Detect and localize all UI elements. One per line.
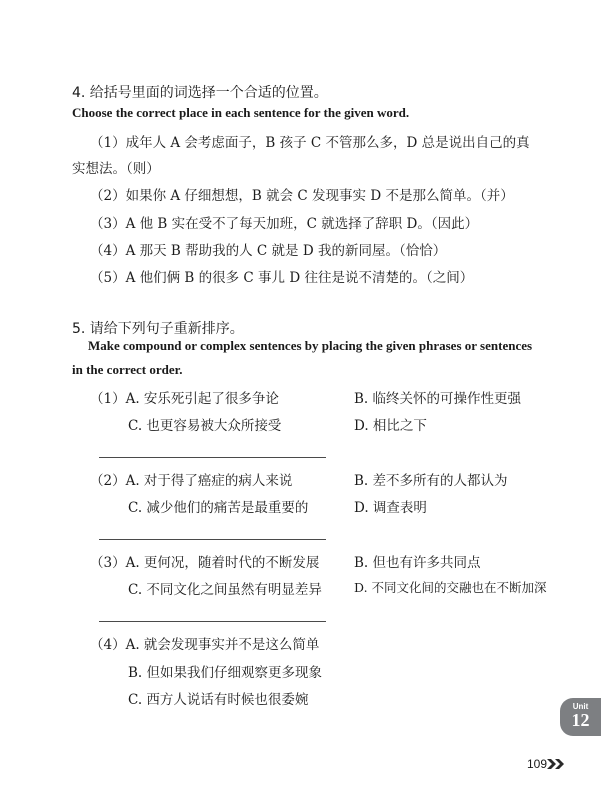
group-1-option-d: D. 相比之下 xyxy=(354,418,427,434)
section-5-instruction xyxy=(72,332,562,359)
group-1-option-a: （1）A. 安乐死引起了很多争论 xyxy=(90,391,279,407)
section-4-item-1-continued: 实想法。（则） xyxy=(72,161,160,177)
group-3-option-a: （3）A. 更何况，随着时代的不断发展 xyxy=(90,555,320,571)
section-5-instruction-line-2: in the correct order. xyxy=(72,362,183,377)
group-4-option-c: C. 西方人说话有时候也很委婉 xyxy=(128,692,309,708)
group-3-option-b: B. 但也有许多共同点 xyxy=(354,555,481,571)
section-5-instruction-line-1: Make compound or complex sentences by placing the given phrases or sentences xyxy=(88,338,533,353)
double-chevron-right-icon xyxy=(547,759,565,769)
section-5-heading: 5. 请给下列句子重新排序。 xyxy=(72,321,244,337)
page-number: 109 xyxy=(527,757,548,771)
group-1-option-c: C. 也更容易被大众所接受 xyxy=(128,418,282,434)
group-2-option-a: （2）A. 对于得了癌症的病人来说 xyxy=(90,473,293,489)
section-4-item-3: （3）A 他 B 实在受不了每天加班，C 就选择了辞职 D。（因此） xyxy=(90,216,479,232)
unit-tab xyxy=(560,698,601,736)
unit-number: 12 xyxy=(571,710,590,730)
group-3-answer-line[interactable] xyxy=(99,621,326,622)
section-4-heading: 4. 给括号里面的词选择一个合适的位置。 xyxy=(72,85,328,101)
unit-label: Unit xyxy=(572,702,589,711)
group-2-option-d: D. 调查表明 xyxy=(354,500,427,516)
group-1-option-b: B. 临终关怀的可操作性更强 xyxy=(354,391,522,407)
group-4-option-a: （4）A. 就会发现事实并不是这么简单 xyxy=(90,637,320,653)
group-2-option-b: B. 差不多所有的人都认为 xyxy=(354,473,508,489)
section-4-item-4: （4）A 那天 B 帮助我的人 C 就是 D 我的新同屋。（恰恰） xyxy=(90,243,447,259)
group-2-option-c: C. 减少他们的痛苦是最重要的 xyxy=(128,500,309,516)
group-2-answer-line[interactable] xyxy=(99,539,326,540)
section-4-item-1: （1）成年人 A 会考虑面子，B 孩子 C 不管那么多，D 总是说出自己的真 xyxy=(90,135,530,151)
section-4-instruction xyxy=(72,99,562,126)
section-4-item-5: （5）A 他们俩 B 的很多 C 事儿 D 往往是说不清楚的。（之间） xyxy=(90,270,474,286)
group-3-option-d: D. 不同文化间的交融也在不断加深 xyxy=(354,580,547,595)
group-4-option-b: B. 但如果我们仔细观察更多现象 xyxy=(128,665,323,681)
section-5-instruction-continued xyxy=(72,356,562,383)
section-4-item-2: （2）如果你 A 仔细想想，B 就会 C 发现事实 D 不是那么简单。（并） xyxy=(90,188,514,204)
group-1-answer-line[interactable] xyxy=(99,457,326,458)
group-3-option-c: C. 不同文化之间虽然有明显差异 xyxy=(128,582,322,598)
section-4-instruction-text: Choose the correct place in each sentence for the given word. xyxy=(72,105,410,120)
